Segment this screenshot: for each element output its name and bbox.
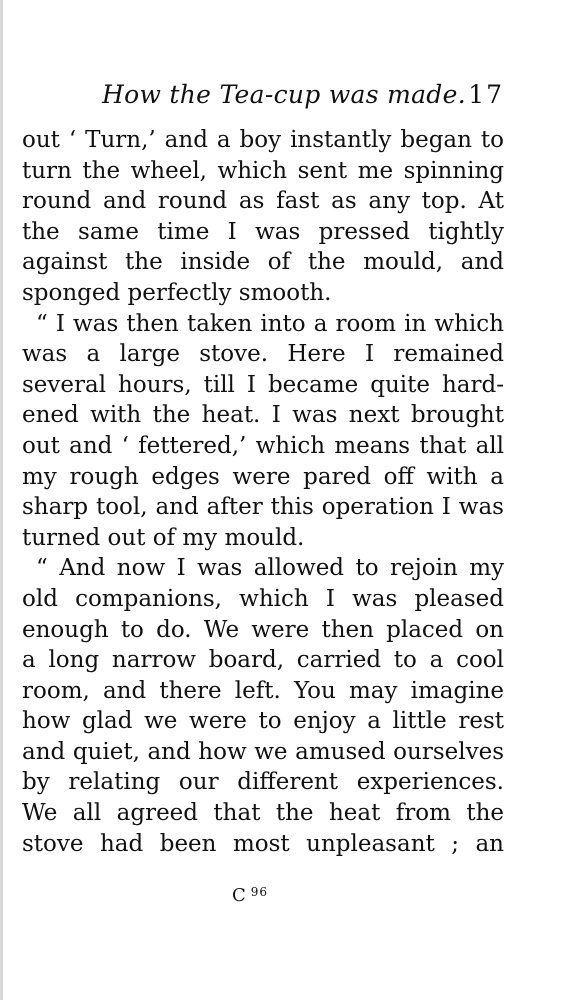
text-line: was a large stove. Here I remained <box>22 341 504 368</box>
page-number: 17 <box>468 80 504 109</box>
text-line: my rough edges were pared off with a <box>22 463 504 490</box>
text-line: “ I was then taken into a room in which <box>36 310 504 337</box>
text-line: the same time I was pressed tightly <box>22 218 504 245</box>
text-line: how glad we were to enjoy a little rest <box>22 708 504 735</box>
text-line: several hours, till I became quite hard- <box>22 371 504 398</box>
text-line: a long narrow board, carried to a cool <box>22 647 504 674</box>
printer-signature-mark <box>232 885 268 906</box>
text-line: room, and there left. You may imagine <box>22 677 504 704</box>
signature-letter: C <box>232 885 247 906</box>
body-text <box>22 125 504 859</box>
text-line: round and round as fast as any top. At <box>22 188 504 215</box>
text-line: by relating our different experiences. <box>22 769 504 796</box>
text-line: turned out of my mould. <box>22 524 305 551</box>
text-line: stove had been most unpleasant ; an <box>22 830 504 857</box>
text-line: turn the wheel, which sent me spinning <box>22 157 504 184</box>
text-line: and quiet, and how we amused ourselves <box>22 738 504 765</box>
running-title: How the Tea-cup was made. <box>102 80 466 109</box>
text-line: old companions, which I was pleased <box>22 585 504 612</box>
signature-number: 96 <box>250 885 269 899</box>
text-line: ened with the heat. I was next brought <box>22 402 504 429</box>
text-line: sponged perfectly smooth. <box>22 279 332 306</box>
text-line: We all agreed that the heat from the <box>22 800 504 827</box>
text-line: sharp tool, and after this operation I was <box>22 494 504 521</box>
text-line: out and ‘ fettered,’ which means that all <box>22 432 504 459</box>
running-head <box>22 80 504 120</box>
text-line: against the inside of the mould, and <box>22 249 504 276</box>
text-line: “ And now I was allowed to rejoin my <box>36 555 504 582</box>
page-edge-shadow <box>0 0 3 1000</box>
text-line: out ‘ Turn,’ and a boy instantly began to <box>22 127 504 153</box>
text-line: enough to do. We were then placed on <box>22 616 504 643</box>
